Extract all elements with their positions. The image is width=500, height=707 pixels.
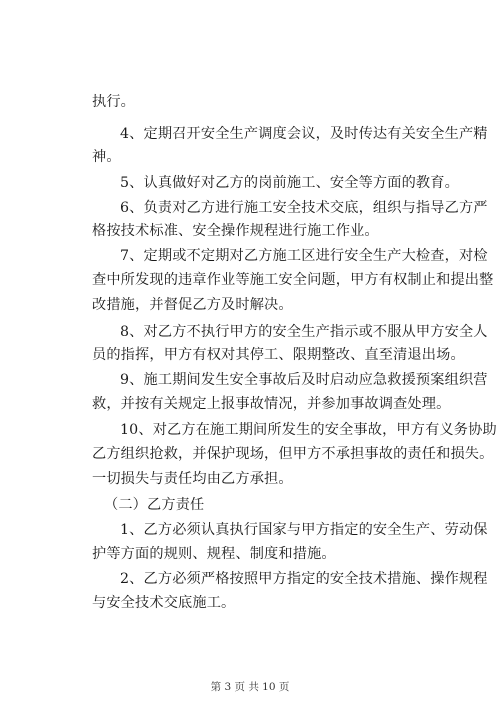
text-line: 1、乙方必须认真执行国家与甲方指定的安全生产、劳动保 <box>120 522 488 538</box>
text-line: 乙方组织抢救，并保护现场，但甲方不承担事故的责任和损失。 <box>92 446 494 462</box>
text-line: 查中所发现的违章作业等施工安全问题，甲方有权制止和提出整 <box>92 272 494 288</box>
text-line: 格按技术标准、安全操作规程进行施工作业。 <box>92 223 379 239</box>
text-line: 10、对乙方在施工期间所发生的安全事故，甲方有义务协助 <box>120 422 497 438</box>
page-number-footer: 第 3 页 共 10 页 <box>210 681 290 693</box>
text-line: 2、乙方必须严格按照甲方指定的安全技术措施、操作规程 <box>120 571 488 587</box>
section-heading: （二）乙方责任 <box>104 497 205 513</box>
text-line: 护等方面的规则、规程、制度和措施。 <box>92 546 336 562</box>
text-line: 4、定期召开安全生产调度会议，及时传达有关安全生产精 <box>120 126 488 142</box>
text-line: 5、认真做好对乙方的岗前施工、安全等方面的教育。 <box>120 175 459 191</box>
text-line: 6、负责对乙方进行施工安全技术交底，组织与指导乙方严 <box>120 200 488 216</box>
text-line: 执行。 <box>92 94 136 110</box>
text-line: 改措施，并督促乙方及时解决。 <box>92 297 293 313</box>
text-line: 9、施工期间发生安全事故后及时启动应急救援预案组织营 <box>120 372 488 388</box>
text-line: 神。 <box>92 149 121 165</box>
text-line: 与安全技术交底施工。 <box>92 595 236 611</box>
text-line: 7、定期或不定期对乙方施工区进行安全生产大检查，对检 <box>120 248 488 264</box>
text-line: 救，并按有关规定上报事故情况，并参加事故调查处理。 <box>92 396 451 412</box>
text-line: 员的指挥，甲方有权对其停工、限期整改、直至清退出场。 <box>92 347 465 363</box>
text-line: 一切损失与责任均由乙方承担。 <box>92 471 293 487</box>
text-line: 8、对乙方不执行甲方的安全生产指示或不服从甲方安全人 <box>120 324 488 340</box>
